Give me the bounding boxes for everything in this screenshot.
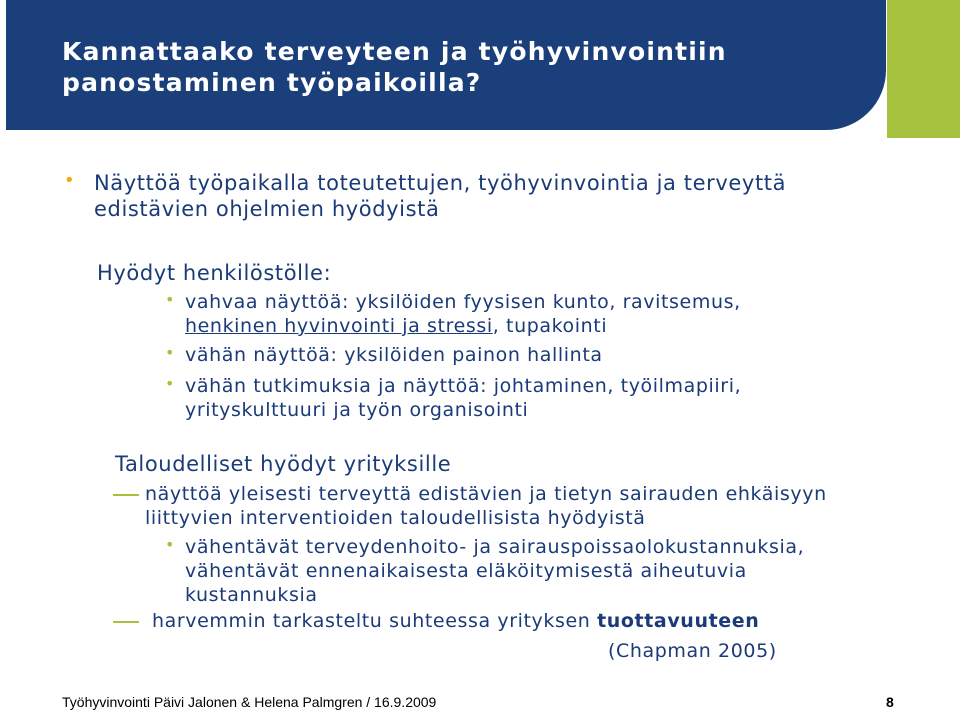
accent-bar xyxy=(887,0,960,138)
slide-title: Kannattaako terveyteen ja työhyvinvointiin panostaminen työpaikoilla? xyxy=(62,37,727,97)
economic-sub-1: vähentävät terveydenhoito- ja sairauspoissaolokustannuksia, vähentävät ennenaikaisesta eläköitymisestä aiheutuvia kustannuksia xyxy=(185,536,805,606)
bullet-dot-icon: • xyxy=(165,535,175,554)
employees-item-1 xyxy=(185,290,865,338)
bullet-dot-icon: • xyxy=(165,290,175,309)
footer-text: Työhyvinvointi Päivi Jalonen & Helena Palmgren / 16.9.2009 xyxy=(62,694,437,710)
economic-dash-2-text: harvemmin tarkasteltu suhteessa yrityksen xyxy=(152,610,598,632)
dash-marker xyxy=(113,621,139,623)
economic-dash-2 xyxy=(152,609,872,633)
dash-marker xyxy=(113,494,139,496)
employees-heading: Hyödyt henkilöstölle: xyxy=(97,261,332,285)
page-number: 8 xyxy=(886,694,894,710)
bullet-dot-icon: • xyxy=(165,343,175,362)
employees-item-3: vähän tutkimuksia ja näyttöä: johtaminen, työilmapiiri, yrityskulttuuri ja työn organisointi xyxy=(185,375,742,421)
employees-item-1-rest: , tupakointi xyxy=(492,315,608,337)
bullet-dot-icon: • xyxy=(165,374,175,393)
employees-item-1-text: vahvaa näyttöä: yksilöiden fyysisen kunto, ravitsemus, xyxy=(185,291,741,313)
economic-dash-1: näyttöä yleisesti terveyttä edistävien ja tietyn sairauden ehkäisyyn liittyvien interventioiden taloudellisista hyödyistä xyxy=(145,483,827,529)
bullet-dot-icon: • xyxy=(64,170,75,191)
employees-item-1-link[interactable]: henkinen hyvinvointi ja stressi xyxy=(185,315,493,337)
productivity-emphasis: tuottavuuteen xyxy=(597,610,760,632)
employees-item-2: vähän näyttöä: yksilöiden painon hallinta xyxy=(185,344,603,366)
economic-heading: Taloudelliset hyödyt yrityksille xyxy=(115,452,452,476)
intro-text: Näyttöä työpaikalla toteutettujen, työhyvinvointia ja terveyttä edistävien ohjelmien hyödyistä xyxy=(94,171,787,221)
citation: (Chapman 2005) xyxy=(608,640,777,662)
